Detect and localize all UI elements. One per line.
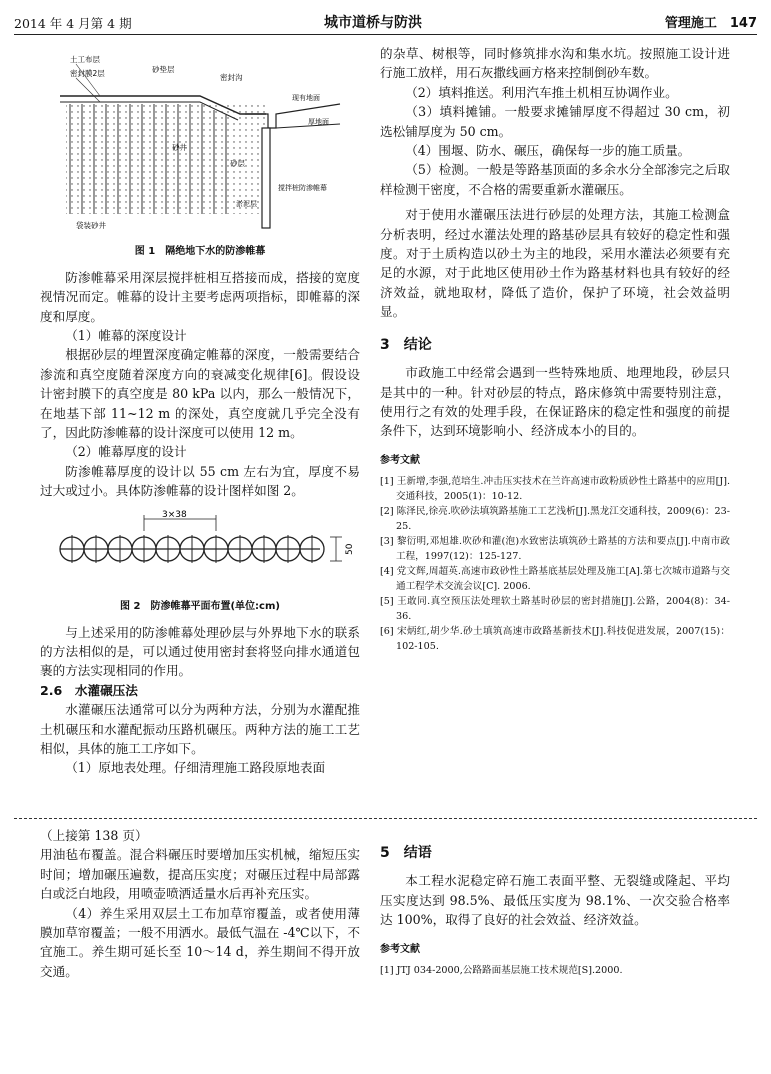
article-separator <box>14 818 757 819</box>
bottom-left-column <box>40 826 360 981</box>
label-cutoff-wall: 搅拌桩防渗帷幕 <box>278 184 327 192</box>
label-silt-layer: 淤泥层 <box>236 200 257 208</box>
paragraph: （4）养生采用双层土工布加草帘覆盖，或者使用薄膜加草帘覆盖；一般不用洒水。最低气温在 -4℃以下，不宜施工。养生期可延长至 10～14 d，养生期间不得开放交通。 <box>40 905 361 979</box>
section-heading: 5 结语 <box>380 845 432 861</box>
label-membrane: 密封膜2层 <box>70 69 105 78</box>
right-column <box>380 44 730 654</box>
left-column <box>40 44 360 778</box>
label-sand-bag-drain: 袋装砂井 <box>76 221 106 230</box>
paragraph: 防渗帷幕采用深层搅拌桩相互搭接而成，搭接的宽度视情况而定。帷幕的设计主要考虑两项指标，即帷幕的深度和厚度。 <box>40 269 360 324</box>
issue-date: 2014 年 4 月第 4 期 <box>14 16 132 31</box>
label-thick-ground: 厚地面 <box>308 118 329 126</box>
reference-item: [4] 党文辉,周超英.高速市政砂性土路基底基层处理及施工[A].第七次城市道路与交通工程学术交流会议[C]. 2006. <box>380 566 730 593</box>
paragraph: （5）检测。一般是等路基顶面的多余水分全部渗完之后取样检测干密度，不合格的需要重新水灌碾压。 <box>380 162 730 197</box>
figure2-diagram <box>40 509 360 589</box>
reference-item: [1] 王新增,李强,范培生.冲击压实技术在兰许高速市政粉质砂性土路基中的应用[J].交通科技，2005(1)：10-12. <box>380 476 730 503</box>
label-geotextile: 土工布层 <box>70 55 100 64</box>
section-heading: 3 结论 <box>380 336 432 353</box>
dim-right: 50 <box>345 543 355 555</box>
label-existing-ground: 现有地面 <box>292 94 320 102</box>
label-seal-trench: 密封沟 <box>220 73 243 82</box>
paragraph: 防渗帷幕厚度的设计以 55 cm 左右为宜，厚度不易过大或过小。具体防渗帷幕的设计图样如图 2。 <box>40 463 360 499</box>
references-title: 参考文献 <box>380 454 420 466</box>
reference-item: [6] 宋炳红,胡少华.砂土填筑高速市政路基新技术[J].科技促进发展，2007(15)：102-105. <box>380 626 730 653</box>
paragraph: （2）填料推送。利用汽车推土机相互协调作业。 <box>405 84 678 100</box>
dim-top: 3×38 <box>162 509 187 520</box>
section-heading: 2.6 水灌碾压法 <box>40 682 138 698</box>
figure1-diagram <box>40 44 360 234</box>
paragraph: 本工程水泥稳定碎石施工表面平整、无裂缝或隆起、平均压实度达到 98.5%、最低压实度为 98.1%、一次交验合格率达 100%，取得了良好的社会效益、经济效益。 <box>380 873 730 928</box>
continuation-note: （上接第 138 页） <box>40 828 148 843</box>
reference-item: [3] 黎衍明,邓旭雄.吹砂和灌(泡)水致密法填筑砂土路基的方法和要点[J].中南市政工程，1997(12)：125-127. <box>380 536 730 563</box>
label-sand-cushion: 砂垫层 <box>152 65 175 74</box>
paragraph: 的杂草、树根等，同时修筑排水沟和集水坑。按照施工设计进行施工放样，用石灰撒线画方格来控制倒砂车数。 <box>380 46 730 81</box>
paragraph: 市政施工中经常会遇到一些特殊地质、地理地段，砂层只是其中的一种。针对砂层的特点，路床修筑中需要特别注意，使用行之有效的处理手段，在保证路床的稳定性和强度的前提条件下，达到环境影响小、经济成本小的目的。 <box>380 365 730 439</box>
page-header <box>14 6 757 32</box>
label-sand-well: 砂井 <box>172 143 187 152</box>
references-title: 参考文献 <box>380 943 420 955</box>
paragraph: 对于使用水灌碾压法进行砂层的处理方法，其施工检测盒分析表明，经过水灌法处理的路基砂层具有较好的稳定性和强度。对于土质构造以砂土为主的地段，采用水灌法必须要有充足的水源，对于此地区使用砂土作为路基材料也具有较好的经济效益，就地取材，降低了造价，保护了环境，社会效益明显。 <box>380 207 730 320</box>
paragraph: （1）原地表处理。仔细清理施工路段原地表面 <box>65 760 326 776</box>
paragraph: （2）帷幕厚度的设计 <box>65 444 187 460</box>
paragraph: 与上述采用的防渗帷幕处理砂层与外界地下水的联系的方法相似的是，可以通过使用密封套将竖向排水通道包裹的方法实现相同的作用。 <box>40 624 360 679</box>
paragraph: 水灌碾压法通常可以分为两种方法，分别为水灌配推土机碾压和水灌配振动压路机碾压。两种方法的施工工艺相似，具体的施工工序如下。 <box>40 702 360 756</box>
paragraph: （3）填料摊铺。一般要求摊铺厚度不得超过 30 cm，初选松铺厚度为 50 cm。 <box>380 104 730 139</box>
figure1-caption: 图 1 隔绝地下水的防渗帷幕 <box>134 246 266 258</box>
figure2-caption: 图 2 防渗帷幕平面布置(单位:cm) <box>120 601 280 613</box>
section-page: 管理施工 147 <box>664 16 757 31</box>
bottom-right-column <box>380 830 730 978</box>
paragraph: （4）围堰、防水、碾压，确保每一步的施工质量。 <box>405 143 691 159</box>
paragraph: 用油毡布覆盖。混合料碾压时要增加压实机械，缩短压实时间；增加碾压遍数，提高压实度；对碾压过程中局部露白或泛白地段，用喷壶喷洒适量水后再补充压实。 <box>40 847 360 902</box>
header-rule <box>14 34 757 35</box>
reference-item: [5] 王敢同.真空预压法处理软土路基时砂层的密封措施[J].公路，2004(8)：34-36. <box>380 596 730 623</box>
reference-item: [1] JTJ 034-2000,公路路面基层施工技术规范[S].2000. <box>380 965 623 977</box>
cutoff-wall <box>262 128 270 228</box>
paragraph: 根据砂层的埋置深度确定帷幕的深度，一般需要结合渗流和真空度随着深度方向的衰减变化规律[6]。假设设计密封膜下的真空度是 80 kPa 以内，那么一般情况下，在地基下部 11~12 m 的深处，真空度就几乎完全没有了，因此防渗帷幕的设计深度可以使用 12 m。 <box>40 347 360 441</box>
journal-title: 城市道桥与防洪 <box>324 15 422 31</box>
label-sand-layer: 砂层 <box>230 159 245 168</box>
reference-item: [2] 陈泽民,徐亮.吹砂法填筑路基施工工艺浅析[J].黑龙江交通科技，2009(6)：23-25. <box>380 506 730 533</box>
paragraph: （1）帷幕的深度设计 <box>65 328 187 344</box>
